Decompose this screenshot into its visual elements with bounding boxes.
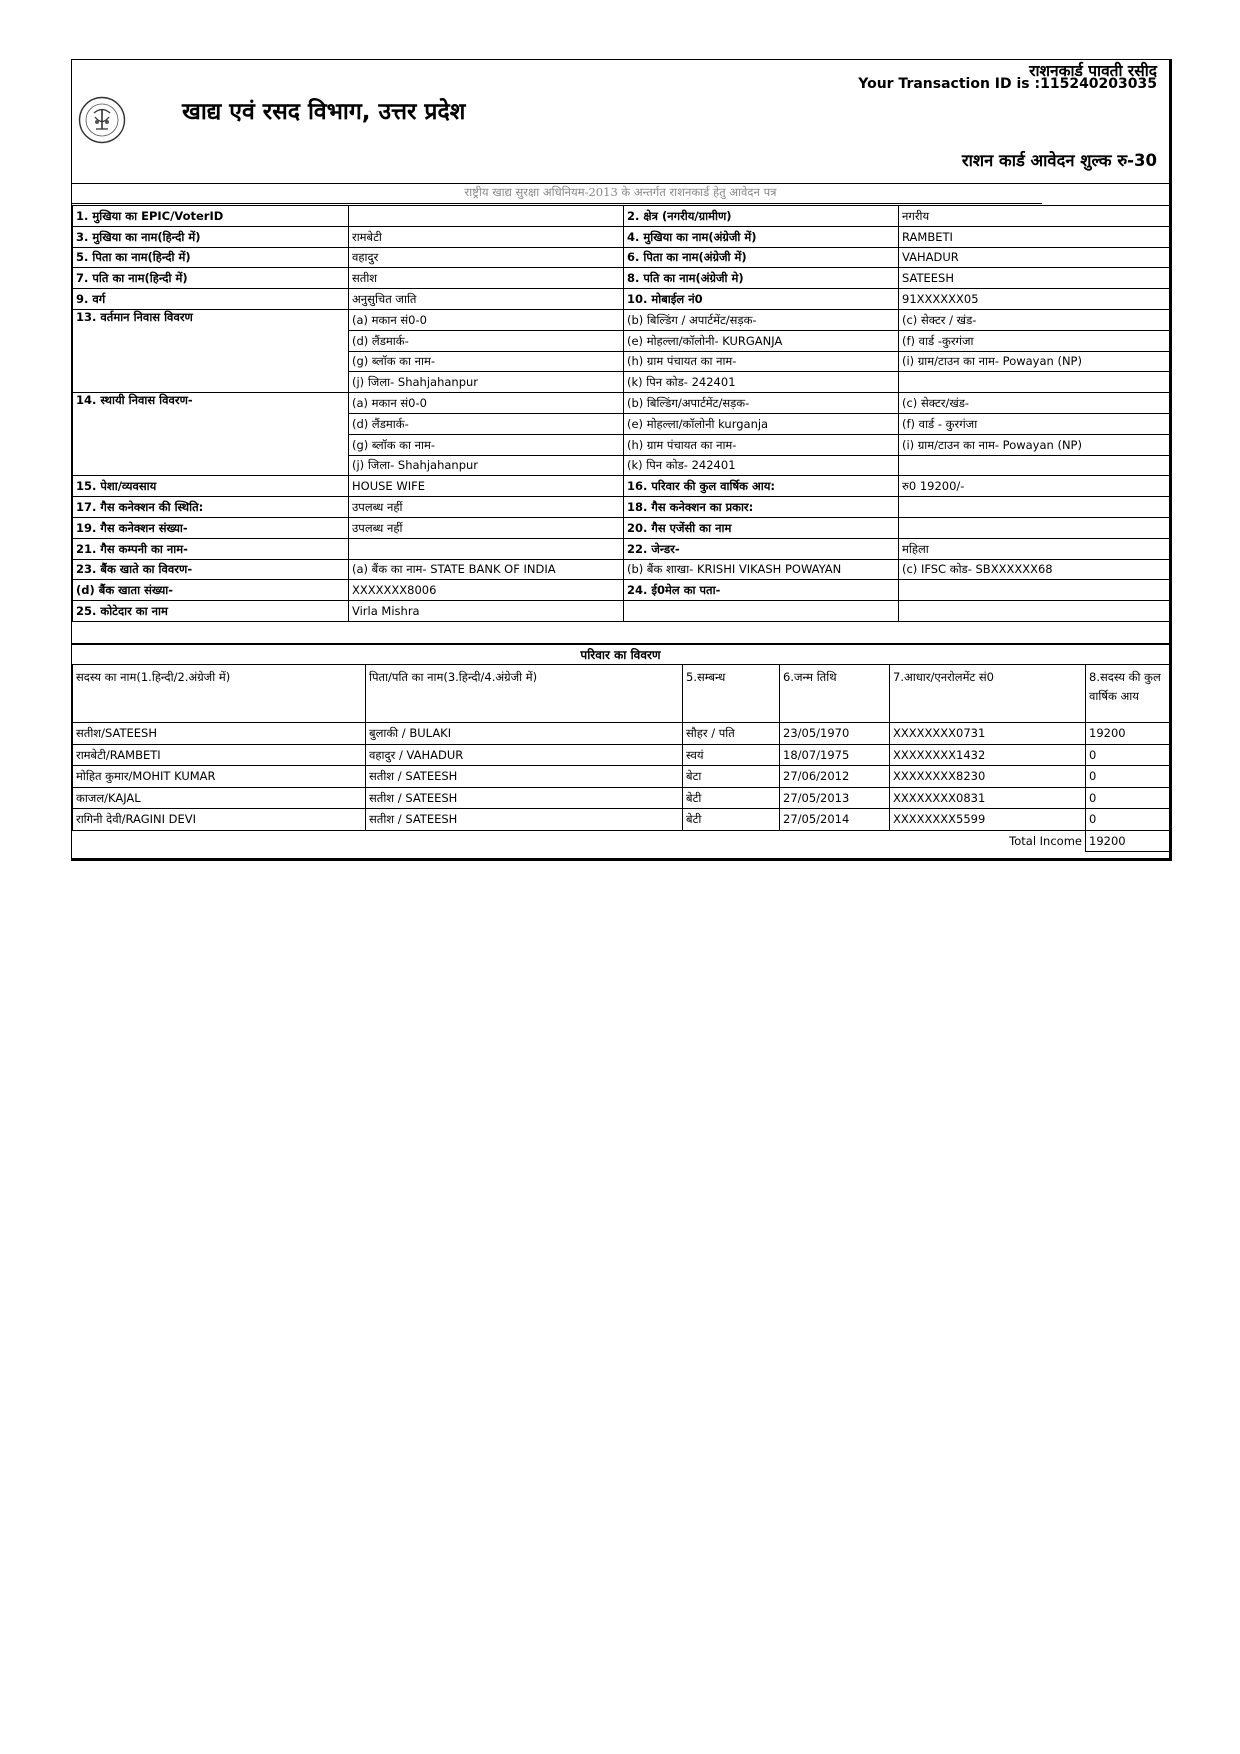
table-row: [73, 393, 1171, 414]
member-name: रामबेटी/RAMBETI: [73, 744, 366, 766]
field-label: 22. जेन्डर-: [624, 538, 899, 559]
table-row: [73, 247, 1171, 268]
address-field: (i) ग्राम/टाउन का नाम- Powayan (NP): [899, 351, 1171, 372]
father-husband-name: वहादुर / VAHADUR: [366, 744, 683, 766]
field-value: उपलब्ध नहीं: [349, 517, 624, 538]
address-field: (f) वार्ड - कुरगंजा: [899, 413, 1171, 434]
act-underline: [72, 203, 1042, 204]
birth-date: 18/07/1975: [780, 744, 890, 766]
annual-income: 0: [1086, 744, 1171, 766]
field-label: 6. पिता का नाम(अंग्रेजी में): [624, 247, 899, 268]
birth-date: 27/06/2012: [780, 766, 890, 788]
field-label: 18. गैस कनेक्शन का प्रकार:: [624, 497, 899, 518]
aadhaar-number: XXXXXXXX5599: [890, 809, 1086, 831]
annual-income: 0: [1086, 766, 1171, 788]
field-value: VAHADUR: [899, 247, 1171, 268]
family-member-row: [73, 766, 1171, 788]
annual-income: 0: [1086, 809, 1171, 831]
table-row: [73, 289, 1171, 310]
birth-date: 23/05/1970: [780, 723, 890, 745]
address-field: [899, 372, 1171, 393]
ration-card-receipt: [71, 59, 1172, 861]
field-value: नगरीय: [899, 206, 1171, 227]
field-value: [349, 206, 624, 227]
address-field: (h) ग्राम पंचायत का नाम-: [624, 351, 899, 372]
address-field: (k) पिन कोड- 242401: [624, 455, 899, 476]
member-name: सतीश/SATEESH: [73, 723, 366, 745]
field-value: वहादुर: [349, 247, 624, 268]
column-header: 8.सदस्य की कुल वार्षिक आय: [1086, 665, 1171, 723]
column-header: 7.आधार/एनरोलमेंट सं0: [890, 665, 1086, 723]
field-value: [624, 601, 899, 622]
relation: स्वयं: [683, 744, 780, 766]
field-value: (c) IFSC कोड- SBXXXXXX68: [899, 559, 1171, 580]
field-value: सतीश: [349, 268, 624, 289]
address-field: (i) ग्राम/टाउन का नाम- Powayan (NP): [899, 434, 1171, 455]
header-divider: [72, 183, 1169, 184]
column-header: सदस्य का नाम(1.हिन्दी/2.अंग्रेजी में): [73, 665, 366, 723]
address-field: (j) जिला- Shahjahanpur: [349, 372, 624, 393]
field-value: [899, 601, 1171, 622]
table-row: [73, 309, 1171, 330]
family-details-table: [72, 664, 1171, 852]
field-value: [349, 538, 624, 559]
aadhaar-number: XXXXXXXX0731: [890, 723, 1086, 745]
total-income-label: Total Income: [890, 830, 1086, 852]
table-row: [73, 476, 1171, 497]
application-fee: राशन कार्ड आवेदन शुल्क रु-30: [961, 151, 1157, 170]
field-value: SATEESH: [899, 268, 1171, 289]
field-value: Virla Mishra: [349, 601, 624, 622]
table-row: [73, 601, 1171, 622]
field-value: [899, 497, 1171, 518]
member-name: रागिनी देवी/RAGINI DEVI: [73, 809, 366, 831]
total-income-row: [73, 830, 1171, 852]
address-field: (b) बिल्डिंग/अपार्टमेंट/सड़क-: [624, 393, 899, 414]
field-value: महिला: [899, 538, 1171, 559]
total-income-value: 19200: [1086, 830, 1171, 852]
annual-income: 19200: [1086, 723, 1171, 745]
table-row: [73, 580, 1171, 601]
field-label: 5. पिता का नाम(हिन्दी में): [73, 247, 349, 268]
relation: बेटी: [683, 809, 780, 831]
family-member-row: [73, 744, 1171, 766]
member-name: काजल/KAJAL: [73, 787, 366, 809]
field-value: (b) बैंक शाखा- KRISHI VIKASH POWAYAN: [624, 559, 899, 580]
field-label: 16. परिवार की कुल वार्षिक आय:: [624, 476, 899, 497]
birth-date: 27/05/2014: [780, 809, 890, 831]
annual-income: 0: [1086, 787, 1171, 809]
address-field: (c) सेक्टर/खंड-: [899, 393, 1171, 414]
field-label: 23. बैंक खाते का विवरण-: [73, 559, 349, 580]
permanent-address-label: 14. स्थायी निवास विवरण-: [73, 393, 349, 476]
family-member-row: [73, 723, 1171, 745]
address-field: [899, 455, 1171, 476]
field-label: 25. कोटेदार का नाम: [73, 601, 349, 622]
field-label: 3. मुखिया का नाम(हिन्दी में): [73, 226, 349, 247]
field-label: 2. क्षेत्र (नगरीय/ग्रामीण): [624, 206, 899, 227]
aadhaar-number: XXXXXXXX1432: [890, 744, 1086, 766]
family-member-row: [73, 809, 1171, 831]
birth-date: 27/05/2013: [780, 787, 890, 809]
field-label: 7. पति का नाम(हिन्दी में): [73, 268, 349, 289]
address-field: (f) वार्ड -कुरगंजा: [899, 330, 1171, 351]
table-row: [73, 538, 1171, 559]
relation: बेटी: [683, 787, 780, 809]
aadhaar-number: XXXXXXXX8230: [890, 766, 1086, 788]
address-field: (j) जिला- Shahjahanpur: [349, 455, 624, 476]
table-row: [73, 206, 1171, 227]
field-label: 20. गैस एजेंसी का नाम: [624, 517, 899, 538]
field-value: [899, 580, 1171, 601]
relation: बेटा: [683, 766, 780, 788]
table-row: [73, 559, 1171, 580]
field-value: XXXXXXX8006: [349, 580, 624, 601]
member-name: मोहित कुमार/MOHIT KUMAR: [73, 766, 366, 788]
aadhaar-number: XXXXXXXX0831: [890, 787, 1086, 809]
field-label: 17. गैस कनेक्शन की स्थिति:: [73, 497, 349, 518]
address-field: (a) मकान सं0-0: [349, 393, 624, 414]
address-field: (h) ग्राम पंचायत का नाम-: [624, 434, 899, 455]
father-husband-name: बुलाकी / BULAKI: [366, 723, 683, 745]
field-value: HOUSE WIFE: [349, 476, 624, 497]
column-header: 6.जन्म तिथि: [780, 665, 890, 723]
field-label: 1. मुखिया का EPIC/VoterID: [73, 206, 349, 227]
family-member-row: [73, 787, 1171, 809]
field-label: 9. वर्ग: [73, 289, 349, 310]
table-row: [73, 268, 1171, 289]
applicant-details-table: [72, 205, 1171, 622]
field-value: RAMBETI: [899, 226, 1171, 247]
father-husband-name: सतीश / SATEESH: [366, 809, 683, 831]
field-label: 10. मोबाईल नं0: [624, 289, 899, 310]
current-address-label: 13. वर्तमान निवास विवरण: [73, 309, 349, 392]
field-value: [899, 517, 1171, 538]
field-label: 8. पति का नाम(अंग्रेजी मे): [624, 268, 899, 289]
address-field: (a) मकान सं0-0: [349, 309, 624, 330]
field-value: 91XXXXXX05: [899, 289, 1171, 310]
field-label: (d) बैंक खाता संख्या-: [73, 580, 349, 601]
address-field: (k) पिन कोड- 242401: [624, 372, 899, 393]
field-label: 24. ई0मेल का पता-: [624, 580, 899, 601]
table-row: [73, 517, 1171, 538]
father-husband-name: सतीश / SATEESH: [366, 766, 683, 788]
receipt-title: राशनकार्ड पावती रसीद: [1029, 62, 1157, 80]
up-govt-emblem-icon: [78, 96, 126, 144]
field-value: रु0 19200/-: [899, 476, 1171, 497]
field-label: 19. गैस कनेक्शन संख्या-: [73, 517, 349, 538]
address-field: (d) लैंडमार्क-: [349, 330, 624, 351]
column-header: पिता/पति का नाम(3.हिन्दी/4.अंग्रेजी में): [366, 665, 683, 723]
field-value: अनुसुचित जाति: [349, 289, 624, 310]
department-title: खाद्य एवं रसद विभाग, उत्तर प्रदेश: [182, 99, 466, 125]
relation: सौहर / पति: [683, 723, 780, 745]
address-field: (g) ब्लॉक का नाम-: [349, 434, 624, 455]
column-header: 5.सम्बन्ध: [683, 665, 780, 723]
table-row: [73, 226, 1171, 247]
field-value: रामबेटी: [349, 226, 624, 247]
address-field: (d) लैंडमार्क-: [349, 413, 624, 434]
family-details-caption: परिवार का विवरण: [72, 643, 1169, 665]
field-label: 15. पेशा/व्यवसाय: [73, 476, 349, 497]
transaction-id: Your Transaction ID is :115240203035: [858, 76, 1157, 92]
act-title: राष्ट्रीय खाद्य सुरक्षा अधिनियम-2013 के अन्तर्गत राशनकार्ड हेतु आवेदन पत्र: [464, 185, 777, 199]
field-value: उपलब्ध नहीं: [349, 497, 624, 518]
family-header-row: [73, 665, 1171, 723]
field-label: 4. मुखिया का नाम(अंग्रेजी में): [624, 226, 899, 247]
address-field: (e) मोहल्ला/कॉलोनी- KURGANJA: [624, 330, 899, 351]
field-label: 21. गैस कम्पनी का नाम-: [73, 538, 349, 559]
address-field: (c) सेक्टर / खंड-: [899, 309, 1171, 330]
address-field: (g) ब्लॉक का नाम-: [349, 351, 624, 372]
address-field: (e) मोहल्ला/कॉलोनी kurganja: [624, 413, 899, 434]
father-husband-name: सतीश / SATEESH: [366, 787, 683, 809]
field-value: (a) बैंक का नाम- STATE BANK OF INDIA: [349, 559, 624, 580]
table-row: [73, 497, 1171, 518]
address-field: (b) बिल्डिंग / अपार्टमेंट/सड़क-: [624, 309, 899, 330]
